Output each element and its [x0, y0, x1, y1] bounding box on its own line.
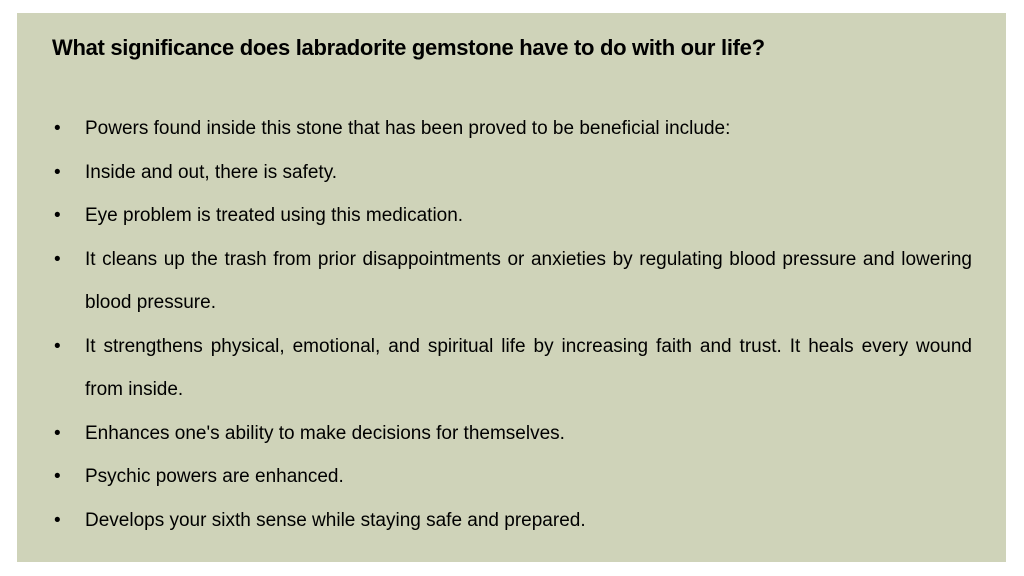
bullet-icon: •: [54, 248, 61, 270]
list-item: [52, 325, 972, 412]
slide: [17, 13, 1006, 562]
bullet-icon: •: [54, 161, 61, 183]
bullet-icon: •: [54, 335, 61, 357]
list-item: [52, 499, 972, 543]
list-item-text: It cleans up the trash from prior disappointments or anxieties by regulating blood pressure and lowering blood pressure.: [85, 248, 972, 313]
list-item: [52, 412, 972, 456]
list-item-text: Develops your sixth sense while staying safe and prepared.: [85, 509, 586, 531]
list-item-text: Psychic powers are enhanced.: [85, 466, 344, 487]
list-item: [52, 194, 972, 238]
bullet-icon: •: [54, 205, 61, 226]
list-item: [52, 151, 972, 195]
bullet-icon: •: [54, 509, 61, 531]
list-item: [52, 107, 972, 151]
bullet-icon: •: [54, 466, 61, 487]
list-item-text: Eye problem is treated using this medication.: [85, 205, 464, 226]
bullet-list: [52, 107, 972, 542]
list-item-text: Powers found inside this stone that has been proved to be beneficial include:: [85, 118, 731, 139]
bullet-icon: •: [54, 118, 61, 139]
list-item: [52, 238, 972, 325]
slide-title: What significance does labradorite gemstone have to do with our life?: [52, 35, 765, 60]
list-item: [52, 455, 972, 499]
list-item-text: Enhances one's ability to make decisions for themselves.: [85, 422, 565, 444]
list-item-text: It strengthens physical, emotional, and spiritual life by increasing faith and trust. It heals every wound from inside.: [85, 335, 972, 400]
list-item-text: Inside and out, there is safety.: [85, 161, 338, 183]
bullet-icon: •: [54, 422, 61, 444]
